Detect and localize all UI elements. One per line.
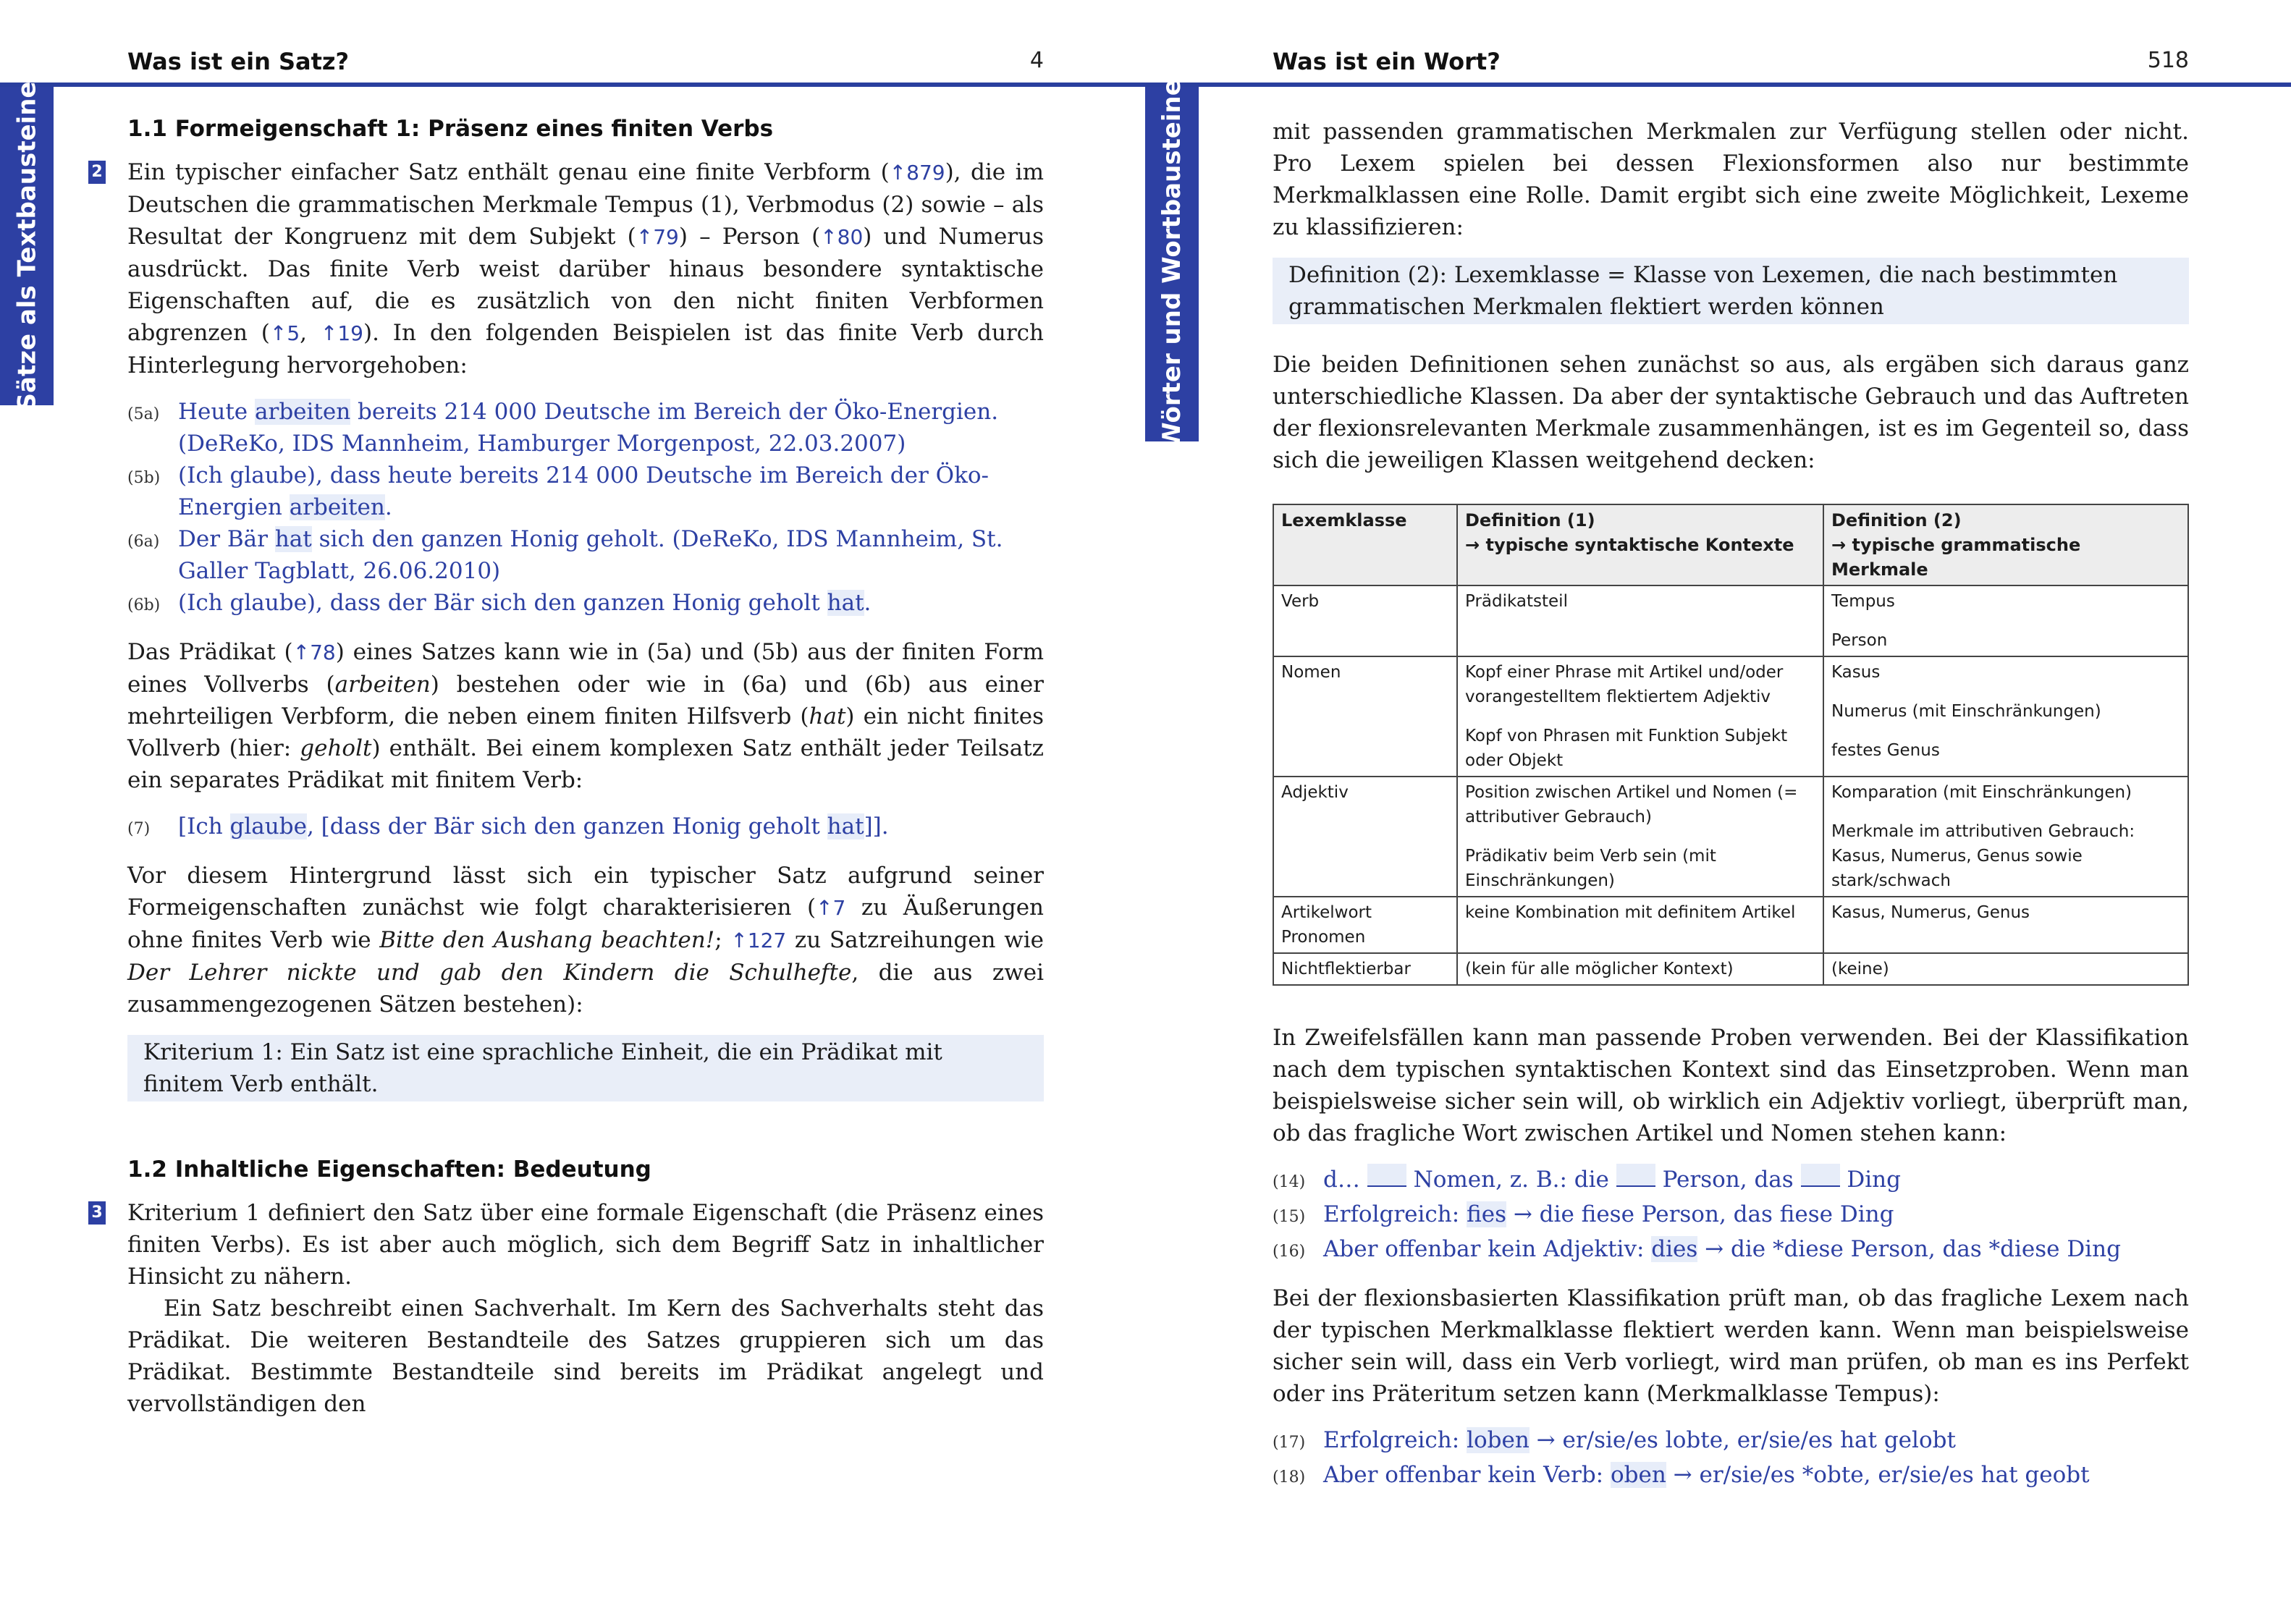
finite-verb-highlight: hat — [274, 526, 312, 552]
table-cell: Nichtflektierbar — [1273, 953, 1457, 985]
section-heading-1-1: 1.1 Formeigenschaft 1: Präsenz eines finiten Verbs — [127, 116, 774, 142]
chapter-side-tab — [0, 81, 54, 411]
cross-reference-link[interactable]: ↑78 — [292, 640, 336, 664]
right-text-column — [1273, 116, 2189, 1508]
example-list-5-6 — [127, 396, 1044, 622]
example-text: d… Nomen, z. B.: die Person, das Ding — [1323, 1164, 2189, 1198]
example-text: [Ich glaube, [dass der Bär sich den ganzen Honig geholt hat]]. — [178, 813, 889, 840]
cross-reference-link[interactable]: ↑80 — [820, 225, 864, 249]
example-text: Heute arbeiten bereits 214 000 Deutsche im Bereich der Öko-Energien. (DeReKo, IDS Mannheim, Hamburger Morgenpost, 22.03.2007) — [178, 399, 999, 457]
margin-marker-3: 3 — [88, 1201, 106, 1225]
blank-slot — [1801, 1164, 1840, 1187]
example-text: (Ich glaube), dass der Bär sich den ganzen Honig geholt hat. — [178, 590, 872, 616]
example-number: (14) — [1273, 1173, 1306, 1191]
example-item — [1273, 1233, 2189, 1268]
example-text: (Ich glaube), dass heute bereits 214 000 Deutsche im Bereich der Öko-Energien arbeiten. — [178, 462, 989, 520]
finite-verb-highlight: glaube — [229, 813, 307, 840]
example-list-7 — [127, 811, 1044, 845]
cross-reference-link[interactable]: ↑79 — [636, 225, 679, 249]
example-number: (6b) — [127, 596, 161, 614]
example-text: Aber offenbar kein Adjektiv: dies → die *diese Person, das *diese Ding — [1323, 1236, 2121, 1262]
table-cell: (kein für alle möglicher Kontext) — [1457, 953, 1823, 985]
column-header: Lexemklasse — [1273, 504, 1457, 585]
example-item — [1273, 1424, 2189, 1459]
paragraph: Das Prädikat (↑78) eines Satzes kann wie in (5a) und (5b) aus der finiten Form eines Vollverbs (arbeiten) bestehen oder wie in (6a) und (6b) aus einer mehrteiligen Verbform, die neben einem finiten Hilfsverb (hat) ein nicht finites Vollverb (hier: geholt) enthält. Bei einem komplexen Satz enthält jeder Teilsatz ein separates Prädikat mit finitem Verb: — [127, 639, 1045, 793]
criterion-box: Kriterium 1: Ein Satz ist eine sprachliche Einheit, die ein Prädikat mit finitem Verb enthält. — [127, 1035, 1044, 1101]
header-rule — [0, 83, 1145, 87]
lexeme-highlight: dies — [1651, 1236, 1698, 1262]
lexeme-highlight: fies — [1467, 1201, 1506, 1227]
paragraph-block-2 — [91, 156, 1044, 381]
example-item — [127, 811, 1044, 845]
example-number: (18) — [1273, 1468, 1306, 1486]
chapter-side-tab — [1145, 79, 1199, 449]
example-text: Erfolgreich: loben → er/sie/es lobte, er/sie/es hat gelobt — [1323, 1427, 1956, 1453]
blank-slot — [1616, 1164, 1655, 1187]
example-item — [127, 396, 1044, 460]
right-page — [1145, 0, 2291, 1624]
example-text: Erfolgreich: fies → die fiese Person, das fiese Ding — [1323, 1201, 1894, 1227]
blank-slot — [1367, 1164, 1406, 1187]
left-text-column — [91, 116, 1045, 1434]
table-cell: Position zwischen Artikel und Nomen (= attributiver Gebrauch) Prädikativ beim Verb sein (mit Einschränkungen) — [1457, 777, 1823, 897]
example-item — [1273, 1198, 2189, 1233]
paragraph: Ein Satz beschreibt einen Sachverhalt. Im Kern des Sachverhalts steht das Prädikat. Die weiteren Bestandteile des Satzes gruppieren sich um das Prädikat. Bestimmte Bestandteile sind bereits im Prädikat angelegt und vervollständigen den — [127, 1295, 1044, 1417]
example-text: Aber offenbar kein Verb: oben → er/sie/es *obte, er/sie/es hat geobt — [1323, 1462, 2090, 1488]
example-number: (17) — [1273, 1434, 1306, 1452]
cross-reference-link[interactable]: ↑5 — [269, 321, 300, 345]
section-heading-1-2: 1.2 Inhaltliche Eigenschaften: Bedeutung — [127, 1156, 651, 1183]
paragraph: Ein typischer einfacher Satz enthält genau eine finite Verbform (↑879), die im Deutschen die grammatischen Merkmale Tempus (1), Verbmodus (2) sowie – als Resultat der Kongruenz mit dem Subjekt (↑79) – Person (↑80) und Numerus ausdrückt. Das finite Verb weist darüber hinaus besondere syntaktische Eigenschaften auf, die es zusätzlich von den nicht finiten Verbformen abgrenzen (↑5, ↑19). In den folgenden Beispielen ist das finite Verb durch Hinterlegung hervorgehoben: — [127, 159, 1044, 378]
table-cell: Nomen — [1273, 656, 1457, 777]
finite-verb-highlight: arbeiten — [289, 494, 385, 520]
column-header: Definition (2) → typische grammatische Merkmale — [1823, 504, 2188, 585]
table-cell: Verb — [1273, 585, 1457, 656]
example-number: (7) — [127, 820, 151, 838]
table-cell: Prädikatsteil — [1457, 585, 1823, 656]
header-rule — [1145, 83, 2291, 87]
example-number: (15) — [1273, 1208, 1306, 1226]
margin-marker-2: 2 — [88, 161, 106, 184]
example-number: (5a) — [127, 405, 160, 423]
finite-verb-highlight: arbeiten — [255, 399, 351, 425]
page-number: 518 — [2147, 48, 2189, 73]
running-header — [127, 41, 1044, 85]
table-cell: Kasus Numerus (mit Einschränkungen) festes Genus — [1823, 656, 2188, 777]
table-cell: Tempus Person — [1823, 585, 2188, 656]
paragraph-block-3 — [91, 1197, 1044, 1293]
example-number: (6a) — [127, 533, 160, 551]
table-row — [1273, 953, 2188, 985]
table-row — [1273, 656, 2188, 777]
table-row — [1273, 897, 2188, 953]
lexeme-highlight: loben — [1467, 1427, 1530, 1453]
cross-reference-link[interactable]: ↑7 — [816, 896, 846, 920]
paragraph: mit passenden grammatischen Merkmalen zur Verfügung stellen oder nicht. Pro Lexem spielen bei dessen Flexionsformen also nur bestimmte Merkmalklassen eine Rolle. Damit ergibt sich eine zweite Möglichkeit, Lexeme zu klassifizieren: — [1273, 119, 2189, 240]
table-cell: Kasus, Numerus, Genus — [1823, 897, 2188, 953]
paragraph: Bei der flexionsbasierten Klassifikation prüft man, ob das fragliche Lexem nach der typischen Merkmalklasse flektiert werden kann. Wenn man beispielsweise sicher sein will, dass ein Verb vorliegt, wird man prüfen, ob man es ins Perfekt oder ins Präteritum setzen kann (Merkmalklasse Tempus): — [1273, 1285, 2189, 1407]
example-number: (5b) — [127, 469, 161, 487]
example-number: (16) — [1273, 1243, 1306, 1261]
definition-box: Definition (2): Lexemklasse = Klasse von Lexemen, die nach bestimmten grammatischen Merkmalen flektiert werden können — [1273, 258, 2189, 324]
table-cell: Adjektiv — [1273, 777, 1457, 897]
chapter-side-tab-label: Wörter und Wortbausteine — [1157, 79, 1187, 449]
paragraph: In Zweifelsfällen kann man passende Proben verwenden. Bei der Klassifikation nach dem typischen syntaktischen Kontext sind das Einsetzproben. Wenn man beispielsweise sicher sein will, ob wirklich ein Adjektiv vorliegt, überprüft man, ob das fragliche Wort zwischen Artikel und Nomen stehen kann: — [1273, 1025, 2189, 1146]
example-item — [1273, 1459, 2189, 1494]
running-header — [1273, 41, 2189, 85]
table-cell: Kopf einer Phrase mit Artikel und/oder vorangestelltem flektiertem Adjektiv Kopf von Phrasen mit Funktion Subjekt oder Objekt — [1457, 656, 1823, 777]
example-list-17-18 — [1273, 1424, 2189, 1494]
column-header: Definition (1) → typische syntaktische Kontexte — [1457, 504, 1823, 585]
chapter-side-tab-label: Sätze als Textbausteine — [12, 81, 42, 411]
cross-reference-link[interactable]: ↑879 — [889, 161, 945, 185]
finite-verb-highlight: hat — [827, 813, 864, 840]
example-item — [127, 523, 1044, 587]
table-row — [1273, 585, 2188, 656]
running-title: Was ist ein Satz? — [127, 48, 350, 75]
left-page — [0, 0, 1145, 1624]
running-title: Was ist ein Wort? — [1273, 48, 1501, 75]
example-list-14-16 — [1273, 1164, 2189, 1268]
table-cell: Komparation (mit Einschränkungen) Merkmale im attributiven Gebrauch: Kasus, Numerus, Genus sowie stark/schwach — [1823, 777, 2188, 897]
example-item — [127, 460, 1044, 523]
finite-verb-highlight: hat — [827, 590, 864, 616]
example-text: Der Bär hat sich den ganzen Honig geholt. (DeReKo, IDS Mannheim, St. Galler Tagblatt, 26.06.2010) — [178, 526, 1003, 584]
cross-reference-link[interactable]: ↑19 — [320, 321, 363, 345]
paragraph: Die beiden Definitionen sehen zunächst so aus, als ergäben sich daraus ganz unterschiedliche Klassen. Da aber der syntaktische Gebrauch und das Auftreten der flexionsrelevanten Merkmale zusammenhängen, ist es im Gegenteil so, dass sich die jeweiligen Klassen weitgehend decken: — [1273, 352, 2189, 473]
table-cell: keine Kombination mit definitem Artikel — [1457, 897, 1823, 953]
example-item — [1273, 1164, 2189, 1198]
page-number: 4 — [1029, 48, 1044, 73]
paragraph: Vor diesem Hintergrund lässt sich ein typischer Satz aufgrund seiner Formeigenschaften zunächst wie folgt charakterisieren (↑7 zu Äußerungen ohne finites Verb wie Bitte den Aushang beachten!; ↑127 zu Satzreihungen wie Der Lehrer nickte und gab den Kindern die Schulhefte, die aus zwei zusammengezogenen Sätzen bestehen): — [127, 863, 1045, 1018]
table-cell: (keine) — [1823, 953, 2188, 985]
paragraph: Kriterium 1 definiert den Satz über eine formale Eigenschaft (die Präsenz eines finiten Verbs). Es ist aber auch möglich, sich dem Begriff Satz in inhaltlicher Hinsicht zu nähern. — [127, 1200, 1044, 1290]
table-cell: Artikelwort Pronomen — [1273, 897, 1457, 953]
table-header-row — [1273, 504, 2188, 585]
cross-reference-link[interactable]: ↑127 — [730, 929, 787, 952]
lexeme-highlight: oben — [1610, 1462, 1666, 1488]
table-row — [1273, 777, 2188, 897]
example-item — [127, 587, 1044, 622]
lexeme-class-table — [1273, 504, 2189, 986]
